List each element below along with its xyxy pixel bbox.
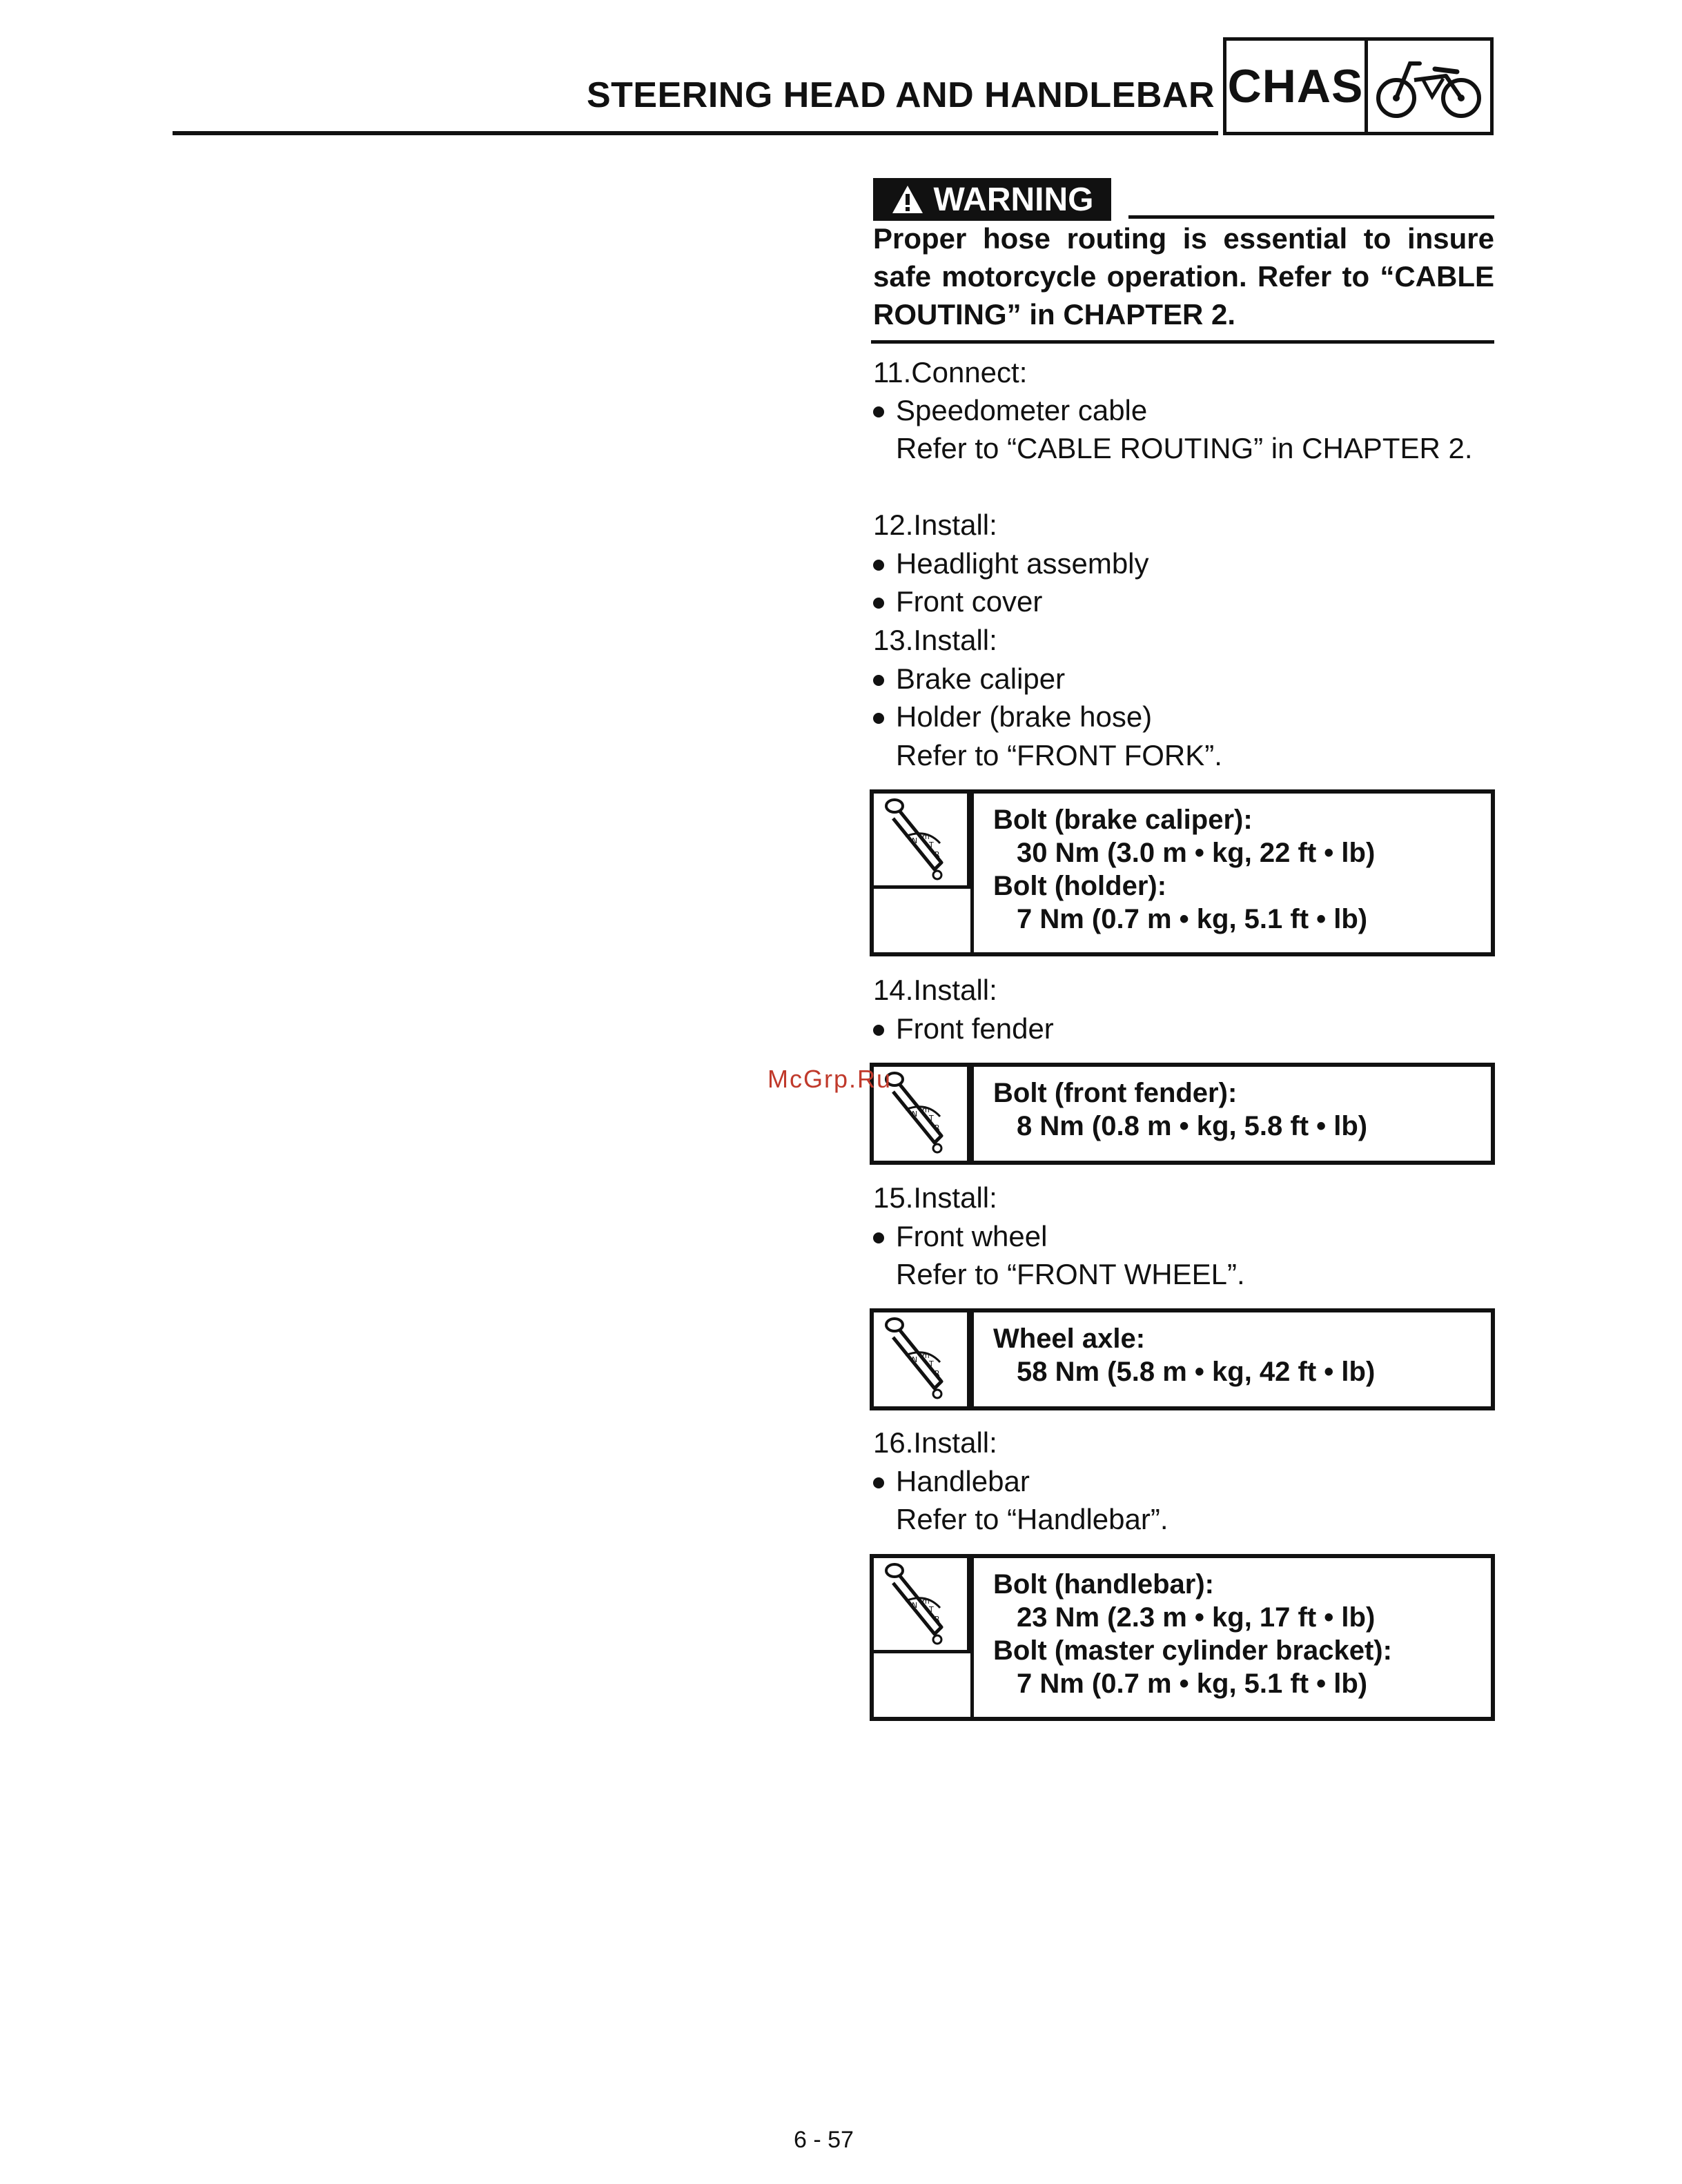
torque-spec-lines	[993, 803, 1375, 936]
step-11-title: 11.Connect:	[873, 356, 1028, 388]
spec-label: Wheel axle:	[993, 1324, 1146, 1354]
list-item-label: Front wheel	[896, 1220, 1048, 1252]
step-13-note: Refer to “FRONT FORK”.	[896, 739, 1222, 771]
bullet-icon	[873, 406, 884, 417]
spec-label: Bolt (holder):	[993, 871, 1167, 901]
motorcycle-icon	[1368, 41, 1490, 132]
step-11-note: Refer to “CABLE ROUTING” in CHAPTER 2.	[896, 432, 1473, 464]
torque-spec-lines	[993, 1322, 1375, 1388]
spec-value: 8 Nm (0.8 m • kg, 5.8 ft • lb)	[1017, 1111, 1368, 1141]
spec-value: 7 Nm (0.7 m • kg, 5.1 ft • lb)	[1017, 904, 1368, 934]
list-item	[896, 1217, 1047, 1255]
step-15-title: 15.Install:	[873, 1181, 997, 1214]
step-16-note: Refer to “Handlebar”.	[896, 1503, 1168, 1535]
page-title: STEERING HEAD AND HANDLEBAR	[586, 75, 1215, 115]
list-item-label: Brake caliper	[896, 662, 1066, 695]
section-tab	[1223, 37, 1494, 135]
spec-divider	[970, 1067, 974, 1161]
torque-wrench-icon	[874, 1558, 970, 1653]
step-16-title: 16.Install:	[873, 1426, 997, 1459]
warning-label: WARNING	[933, 181, 1094, 218]
spec-divider	[970, 1558, 974, 1717]
torque-spec-lines	[993, 1568, 1392, 1700]
list-item-label: Handlebar	[896, 1465, 1030, 1497]
bullet-icon	[873, 1477, 884, 1488]
spec-value: 7 Nm (0.7 m • kg, 5.1 ft • lb)	[1017, 1669, 1368, 1699]
bullet-icon	[873, 560, 884, 571]
step-13-title: 13.Install:	[873, 624, 997, 656]
list-item-label: Front fender	[896, 1012, 1054, 1045]
bullet-icon	[873, 1232, 884, 1243]
torque-spec-box	[870, 1063, 1495, 1165]
bullet-icon	[873, 598, 884, 609]
spec-value: 58 Nm (5.8 m • kg, 42 ft • lb)	[1017, 1357, 1376, 1387]
list-item-label: Headlight assembly	[896, 547, 1149, 580]
list-item	[896, 1462, 1030, 1500]
warning-badge	[873, 178, 1111, 221]
bullet-icon	[873, 1025, 884, 1036]
torque-wrench-icon	[874, 1312, 970, 1408]
list-item-label: Holder (brake hose)	[896, 700, 1153, 733]
bullet-icon	[873, 713, 884, 724]
spec-divider	[970, 794, 974, 952]
watermark: McGrp.Ru	[767, 1065, 892, 1093]
warning-triangle-icon	[891, 184, 924, 215]
warning-rule-top	[1128, 215, 1494, 219]
list-item-label: Front cover	[896, 585, 1043, 618]
step-15-note: Refer to “FRONT WHEEL”.	[896, 1258, 1245, 1290]
warning-text: Proper hose routing is essential to insure safe motorcycle operation. Refer to “CABLE ROUTING” in CHAPTER 2.	[873, 222, 1494, 331]
list-item	[896, 582, 1042, 620]
list-item	[896, 1010, 1054, 1047]
torque-spec-box	[870, 1308, 1495, 1410]
page-number: 6 - 57	[794, 2127, 854, 2153]
spec-value: 30 Nm (3.0 m • kg, 22 ft • lb)	[1017, 838, 1376, 868]
spec-label: Bolt (handlebar):	[993, 1569, 1214, 1600]
spec-label: Bolt (brake caliper):	[993, 805, 1253, 835]
section-code: CHAS	[1226, 41, 1368, 132]
spec-label: Bolt (master cylinder bracket):	[993, 1635, 1392, 1666]
list-item	[896, 391, 1147, 429]
list-item	[896, 660, 1065, 698]
list-item	[896, 544, 1149, 582]
bullet-icon	[873, 675, 884, 686]
step-14-title: 14.Install:	[873, 974, 997, 1006]
torque-spec-lines	[993, 1076, 1367, 1143]
warning-rule-bottom	[871, 340, 1494, 344]
torque-spec-box	[870, 789, 1495, 956]
spec-label: Bolt (front fender):	[993, 1078, 1238, 1108]
list-item	[896, 698, 1152, 736]
torque-spec-box	[870, 1554, 1495, 1721]
torque-wrench-icon	[874, 794, 970, 889]
header-rule	[173, 131, 1218, 135]
step-12-title: 12.Install:	[873, 509, 997, 541]
spec-divider	[970, 1312, 974, 1406]
spec-value: 23 Nm (2.3 m • kg, 17 ft • lb)	[1017, 1602, 1376, 1633]
list-item-label: Speedometer cable	[896, 394, 1148, 426]
